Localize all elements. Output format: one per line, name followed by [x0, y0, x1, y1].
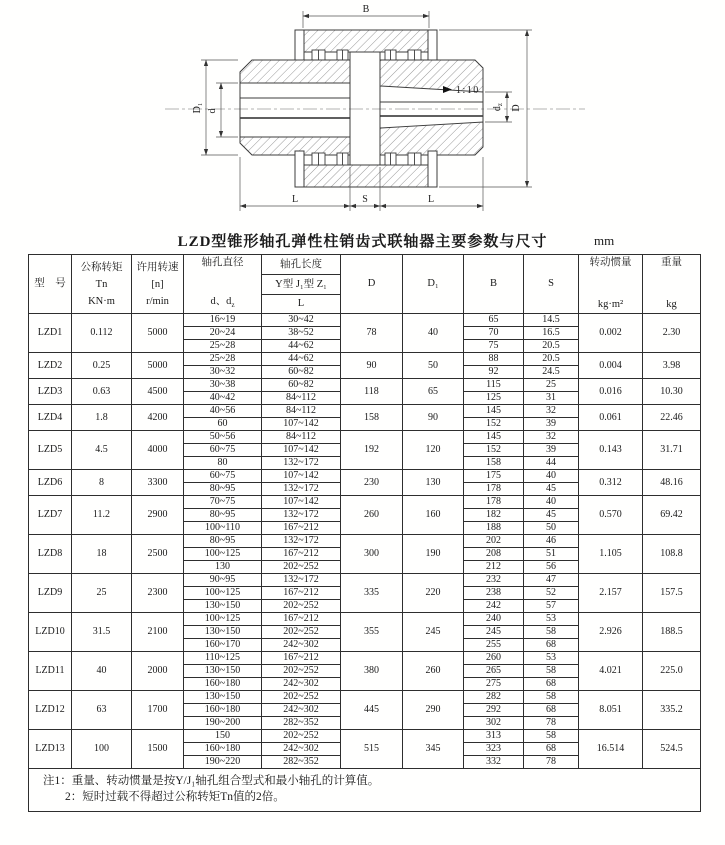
cell-S: 32: [524, 405, 579, 418]
table-row: [29, 691, 701, 704]
cell-bore-length: 242~302: [262, 678, 341, 691]
cell-D: 230: [341, 470, 403, 496]
cell-bore-length: 202~252: [262, 730, 341, 743]
cell-speed: 4200: [132, 405, 184, 431]
cell-inertia: 4.021: [579, 652, 643, 691]
cell-D1: 220: [403, 574, 464, 613]
cell-bore-length: 242~302: [262, 743, 341, 756]
cell-bore-length: 167~212: [262, 522, 341, 535]
cell-S: 47: [524, 574, 579, 587]
cell-torque: 8: [72, 470, 132, 496]
cell-S: 39: [524, 444, 579, 457]
cell-bore-diameter: 150: [184, 730, 262, 743]
cell-B: 188: [464, 522, 524, 535]
cell-B: 265: [464, 665, 524, 678]
cell-D: 355: [341, 613, 403, 652]
cell-S: 32: [524, 431, 579, 444]
cell-bore-diameter: 50~56: [184, 431, 262, 444]
cell-inertia: 0.312: [579, 470, 643, 496]
cell-speed: 1500: [132, 730, 184, 769]
cell-weight: 524.5: [643, 730, 701, 769]
cell-bore-length: 132~172: [262, 509, 341, 522]
cell-B: 292: [464, 704, 524, 717]
cell-B: 70: [464, 327, 524, 340]
col-header-D: D: [341, 255, 403, 314]
col-header-weight: 重量 kg: [643, 255, 701, 314]
cell-bore-length: 132~172: [262, 535, 341, 548]
cell-bore-diameter: 160~180: [184, 704, 262, 717]
page-title: LZD型锥形轴孔弹性柱销齿式联轴器主要参数与尺寸: [177, 234, 548, 250]
cell-D1: 290: [403, 691, 464, 730]
col-header-speed: 许用转速 [n] r/min: [132, 255, 184, 314]
cell-bore-length: 202~252: [262, 600, 341, 613]
cell-bore-diameter: 16~19: [184, 314, 262, 327]
cell-B: 282: [464, 691, 524, 704]
cell-bore-diameter: 130~150: [184, 665, 262, 678]
cell-S: 53: [524, 652, 579, 665]
cell-bore-length: 44~62: [262, 340, 341, 353]
cell-D: 300: [341, 535, 403, 574]
sleeve-bottom: [303, 165, 429, 187]
cell-B: 145: [464, 431, 524, 444]
cell-bore-diameter: 130~150: [184, 600, 262, 613]
table-body: [29, 314, 701, 769]
cell-bore-length: 202~252: [262, 691, 341, 704]
dim-label-L-right: L: [427, 194, 435, 205]
cell-B: 65: [464, 314, 524, 327]
cell-inertia: 8.051: [579, 691, 643, 730]
cell-bore-diameter: 100~125: [184, 548, 262, 561]
unit-label: mm: [594, 233, 615, 248]
cell-speed: 3300: [132, 470, 184, 496]
cell-speed: 2900: [132, 496, 184, 535]
dim-label-d: d: [207, 108, 218, 114]
cell-bore-length: 107~142: [262, 496, 341, 509]
cell-B: 260: [464, 652, 524, 665]
cell-bore-diameter: 130~150: [184, 691, 262, 704]
table-notes: [29, 769, 701, 812]
cell-B: 245: [464, 626, 524, 639]
cell-bore-length: 167~212: [262, 548, 341, 561]
cell-B: 158: [464, 457, 524, 470]
cell-D1: 245: [403, 613, 464, 652]
cell-weight: 31.71: [643, 431, 701, 470]
cell-model: LZD11: [29, 652, 72, 691]
cell-model: LZD13: [29, 730, 72, 769]
cell-weight: 3.98: [643, 353, 701, 379]
cell-S: 58: [524, 626, 579, 639]
cell-S: 68: [524, 639, 579, 652]
cell-B: 125: [464, 392, 524, 405]
cell-S: 45: [524, 509, 579, 522]
cell-S: 44: [524, 457, 579, 470]
cell-model: LZD6: [29, 470, 72, 496]
cell-weight: 157.5: [643, 574, 701, 613]
cell-D1: 65: [403, 379, 464, 405]
cell-bore-diameter: 130~150: [184, 626, 262, 639]
cell-speed: 2300: [132, 574, 184, 613]
cell-weight: 69.42: [643, 496, 701, 535]
cell-bore-length: 38~52: [262, 327, 341, 340]
cell-bore-diameter: 60~75: [184, 470, 262, 483]
cell-D: 78: [341, 314, 403, 353]
cell-bore-length: 107~142: [262, 470, 341, 483]
cell-B: 240: [464, 613, 524, 626]
cell-S: 46: [524, 535, 579, 548]
coupling-section-drawing: [0, 0, 725, 228]
cell-bore-diameter: 80~95: [184, 535, 262, 548]
cell-D: 118: [341, 379, 403, 405]
cell-bore-length: 132~172: [262, 483, 341, 496]
cell-bore-diameter: 160~180: [184, 743, 262, 756]
cell-S: 31: [524, 392, 579, 405]
taper-label: 1:10: [456, 85, 480, 96]
cell-bore-diameter: 100~125: [184, 613, 262, 626]
cell-speed: 4500: [132, 379, 184, 405]
col-header-S: S: [524, 255, 579, 314]
table-row: [29, 496, 701, 509]
cell-B: 152: [464, 444, 524, 457]
cell-torque: 0.25: [72, 353, 132, 379]
dim-label-L-left: L: [291, 194, 299, 205]
col-header-inertia: 转动惯量 kg·m²: [579, 255, 643, 314]
cell-torque: 25: [72, 574, 132, 613]
cell-B: 178: [464, 496, 524, 509]
cell-inertia: 2.157: [579, 574, 643, 613]
cell-S: 58: [524, 691, 579, 704]
cell-speed: 2100: [132, 613, 184, 652]
col-header-bore-length: 轴孔长度: [262, 255, 341, 275]
col-header-bore-length-L: L: [262, 294, 341, 313]
cell-B: 145: [464, 405, 524, 418]
cell-B: 313: [464, 730, 524, 743]
cell-bore-length: 202~252: [262, 626, 341, 639]
cell-speed: 2000: [132, 652, 184, 691]
dim-label-B: B: [362, 4, 370, 15]
table-row: [29, 730, 701, 743]
cell-speed: 1700: [132, 691, 184, 730]
cell-bore-length: 44~62: [262, 353, 341, 366]
cell-S: 78: [524, 756, 579, 769]
col-header-bore-length-types: Y型 J₁型 Z₁: [262, 275, 341, 294]
cell-weight: 188.5: [643, 613, 701, 652]
cell-weight: 10.30: [643, 379, 701, 405]
cell-weight: 2.30: [643, 314, 701, 353]
cell-bore-diameter: 20~24: [184, 327, 262, 340]
cell-bore-diameter: 160~170: [184, 639, 262, 652]
cell-torque: 0.112: [72, 314, 132, 353]
cell-model: LZD9: [29, 574, 72, 613]
cell-bore-diameter: 90~95: [184, 574, 262, 587]
cell-bore-length: 202~252: [262, 665, 341, 678]
cell-model: LZD2: [29, 353, 72, 379]
cell-inertia: 1.105: [579, 535, 643, 574]
table-row: [29, 652, 701, 665]
cell-bore-diameter: 40~42: [184, 392, 262, 405]
cell-inertia: 0.061: [579, 405, 643, 431]
cell-model: LZD5: [29, 431, 72, 470]
dim-D1: [201, 60, 238, 155]
spec-table: [28, 254, 701, 812]
cell-S: 68: [524, 704, 579, 717]
table-row: [29, 574, 701, 587]
right-hub-lower: [380, 122, 483, 155]
cell-D1: 345: [403, 730, 464, 769]
cell-model: LZD10: [29, 613, 72, 652]
cell-B: 332: [464, 756, 524, 769]
cell-D: 158: [341, 405, 403, 431]
cell-B: 323: [464, 743, 524, 756]
col-header-B: B: [464, 255, 524, 314]
col-header-torque: 公称转矩 Tn KN·m: [72, 255, 132, 314]
cell-bore-diameter: 80~95: [184, 483, 262, 496]
cell-D: 515: [341, 730, 403, 769]
cell-S: 25: [524, 379, 579, 392]
cell-B: 275: [464, 678, 524, 691]
cell-S: 50: [524, 522, 579, 535]
title-row: [0, 230, 725, 252]
cell-bore-diameter: 25~28: [184, 353, 262, 366]
cell-D: 445: [341, 691, 403, 730]
cell-bore-length: 132~172: [262, 574, 341, 587]
cell-bore-diameter: 60: [184, 418, 262, 431]
technical-drawing: [0, 0, 725, 228]
cell-torque: 40: [72, 652, 132, 691]
cell-torque: 63: [72, 691, 132, 730]
cell-bore-diameter: 110~125: [184, 652, 262, 665]
cell-bore-length: 107~142: [262, 418, 341, 431]
cell-D: 90: [341, 353, 403, 379]
cell-S: 51: [524, 548, 579, 561]
cell-model: LZD3: [29, 379, 72, 405]
cell-S: 52: [524, 587, 579, 600]
cell-weight: 22.46: [643, 405, 701, 431]
cell-bore-length: 84~112: [262, 431, 341, 444]
cell-B: 178: [464, 483, 524, 496]
cell-bore-diameter: 80~95: [184, 509, 262, 522]
sleeve-top: [303, 30, 429, 52]
cell-weight: 335.2: [643, 691, 701, 730]
cell-B: 175: [464, 470, 524, 483]
cell-B: 302: [464, 717, 524, 730]
cell-bore-length: 167~212: [262, 587, 341, 600]
cell-bore-length: 167~212: [262, 613, 341, 626]
cell-bore-length: 202~252: [262, 561, 341, 574]
cell-S: 40: [524, 470, 579, 483]
cell-S: 56: [524, 561, 579, 574]
cell-torque: 18: [72, 535, 132, 574]
cell-bore-diameter: 100~110: [184, 522, 262, 535]
cell-bore-length: 84~112: [262, 392, 341, 405]
cell-B: 182: [464, 509, 524, 522]
cell-S: 39: [524, 418, 579, 431]
cell-bore-length: 84~112: [262, 405, 341, 418]
cell-bore-diameter: 190~220: [184, 756, 262, 769]
cell-S: 16.5: [524, 327, 579, 340]
cell-B: 208: [464, 548, 524, 561]
cell-bore-diameter: 130: [184, 561, 262, 574]
table-footer: [29, 769, 701, 812]
cell-B: 152: [464, 418, 524, 431]
table-row: [29, 353, 701, 366]
left-hub-upper: [240, 60, 350, 83]
table-row: [29, 613, 701, 626]
cell-S: 68: [524, 743, 579, 756]
cell-S: 58: [524, 665, 579, 678]
cell-bore-diameter: 70~75: [184, 496, 262, 509]
cell-D1: 120: [403, 431, 464, 470]
cell-bore-length: 60~82: [262, 379, 341, 392]
cell-S: 20.5: [524, 340, 579, 353]
table-row: [29, 535, 701, 548]
cell-torque: 100: [72, 730, 132, 769]
cell-torque: 4.5: [72, 431, 132, 470]
dim-label-dz: $d_z$: [492, 102, 504, 112]
cell-S: 40: [524, 496, 579, 509]
cell-inertia: 0.004: [579, 353, 643, 379]
cell-bore-length: 60~82: [262, 366, 341, 379]
table-row: [29, 405, 701, 418]
cell-S: 68: [524, 678, 579, 691]
cell-B: 238: [464, 587, 524, 600]
cell-bore-length: 282~352: [262, 717, 341, 730]
cell-D: 335: [341, 574, 403, 613]
cell-bore-diameter: 80: [184, 457, 262, 470]
cell-inertia: 0.002: [579, 314, 643, 353]
col-header-D1: D₁: [403, 255, 464, 314]
cell-S: 24.5: [524, 366, 579, 379]
cell-model: LZD12: [29, 691, 72, 730]
cell-B: 92: [464, 366, 524, 379]
dim-label-S: S: [362, 194, 368, 205]
dim-d: [216, 83, 238, 137]
cell-B: 75: [464, 340, 524, 353]
cell-B: 242: [464, 600, 524, 613]
cell-B: 232: [464, 574, 524, 587]
cell-D1: 130: [403, 470, 464, 496]
cell-D1: 50: [403, 353, 464, 379]
cell-model: LZD1: [29, 314, 72, 353]
cell-bore-diameter: 100~125: [184, 587, 262, 600]
cell-D1: 90: [403, 405, 464, 431]
cell-speed: 2500: [132, 535, 184, 574]
cell-D: 380: [341, 652, 403, 691]
col-header-bore-dia: 轴孔直径 d、$d_z$: [184, 255, 262, 314]
cell-S: 20.5: [524, 353, 579, 366]
table-row: [29, 314, 701, 327]
sleeve-flange-right-bottom: [428, 151, 437, 187]
cell-bore-length: 107~142: [262, 444, 341, 457]
cell-S: 57: [524, 600, 579, 613]
cell-speed: 5000: [132, 314, 184, 353]
cell-inertia: 0.570: [579, 496, 643, 535]
cell-bore-length: 30~42: [262, 314, 341, 327]
cell-B: 212: [464, 561, 524, 574]
cell-bore-length: 242~302: [262, 704, 341, 717]
cell-S: 53: [524, 613, 579, 626]
cell-inertia: 16.514: [579, 730, 643, 769]
col-header-model: 型 号: [29, 255, 72, 314]
cell-D1: 190: [403, 535, 464, 574]
cell-B: 115: [464, 379, 524, 392]
cell-D: 260: [341, 496, 403, 535]
dim-label-D: D: [511, 104, 522, 112]
cell-torque: 1.8: [72, 405, 132, 431]
cell-torque: 11.2: [72, 496, 132, 535]
cell-speed: 5000: [132, 353, 184, 379]
cell-bore-diameter: 40~56: [184, 405, 262, 418]
cell-model: LZD8: [29, 535, 72, 574]
cell-torque: 31.5: [72, 613, 132, 652]
cell-inertia: 0.143: [579, 431, 643, 470]
cell-D1: 160: [403, 496, 464, 535]
table-row: [29, 431, 701, 444]
cell-S: 14.5: [524, 314, 579, 327]
cell-D1: 260: [403, 652, 464, 691]
cell-D: 192: [341, 431, 403, 470]
cell-inertia: 2.926: [579, 613, 643, 652]
cell-bore-length: 282~352: [262, 756, 341, 769]
cell-speed: 4000: [132, 431, 184, 470]
cell-B: 202: [464, 535, 524, 548]
note-line-1: 注1：重量、转动惯量是按Y/J₁轴孔组合型式和最小轴孔的计算值。: [43, 775, 380, 787]
cell-bore-length: 132~172: [262, 457, 341, 470]
table-row: [29, 379, 701, 392]
cell-weight: 108.8: [643, 535, 701, 574]
sleeve-flange-left-bottom: [295, 151, 304, 187]
cell-bore-diameter: 30~32: [184, 366, 262, 379]
cell-bore-diameter: 60~75: [184, 444, 262, 457]
cell-weight: 225.0: [643, 652, 701, 691]
cell-S: 58: [524, 730, 579, 743]
cell-model: LZD7: [29, 496, 72, 535]
cell-bore-diameter: 190~200: [184, 717, 262, 730]
cell-inertia: 0.016: [579, 379, 643, 405]
cell-bore-length: 242~302: [262, 639, 341, 652]
cell-model: LZD4: [29, 405, 72, 431]
cell-bore-diameter: 25~28: [184, 340, 262, 353]
cell-weight: 48.16: [643, 470, 701, 496]
cell-D1: 40: [403, 314, 464, 353]
cell-S: 78: [524, 717, 579, 730]
cell-bore-diameter: 30~38: [184, 379, 262, 392]
cell-S: 45: [524, 483, 579, 496]
table-header: [29, 255, 701, 314]
cell-bore-diameter: 160~180: [184, 678, 262, 691]
cell-torque: 0.63: [72, 379, 132, 405]
table-row: [29, 470, 701, 483]
cell-B: 255: [464, 639, 524, 652]
note-line-2: 2：短时过载不得超过公称转矩Tn值的2倍。: [65, 791, 285, 803]
cell-B: 88: [464, 353, 524, 366]
cell-bore-length: 167~212: [262, 652, 341, 665]
dim-label-D1: D₁: [192, 102, 203, 114]
